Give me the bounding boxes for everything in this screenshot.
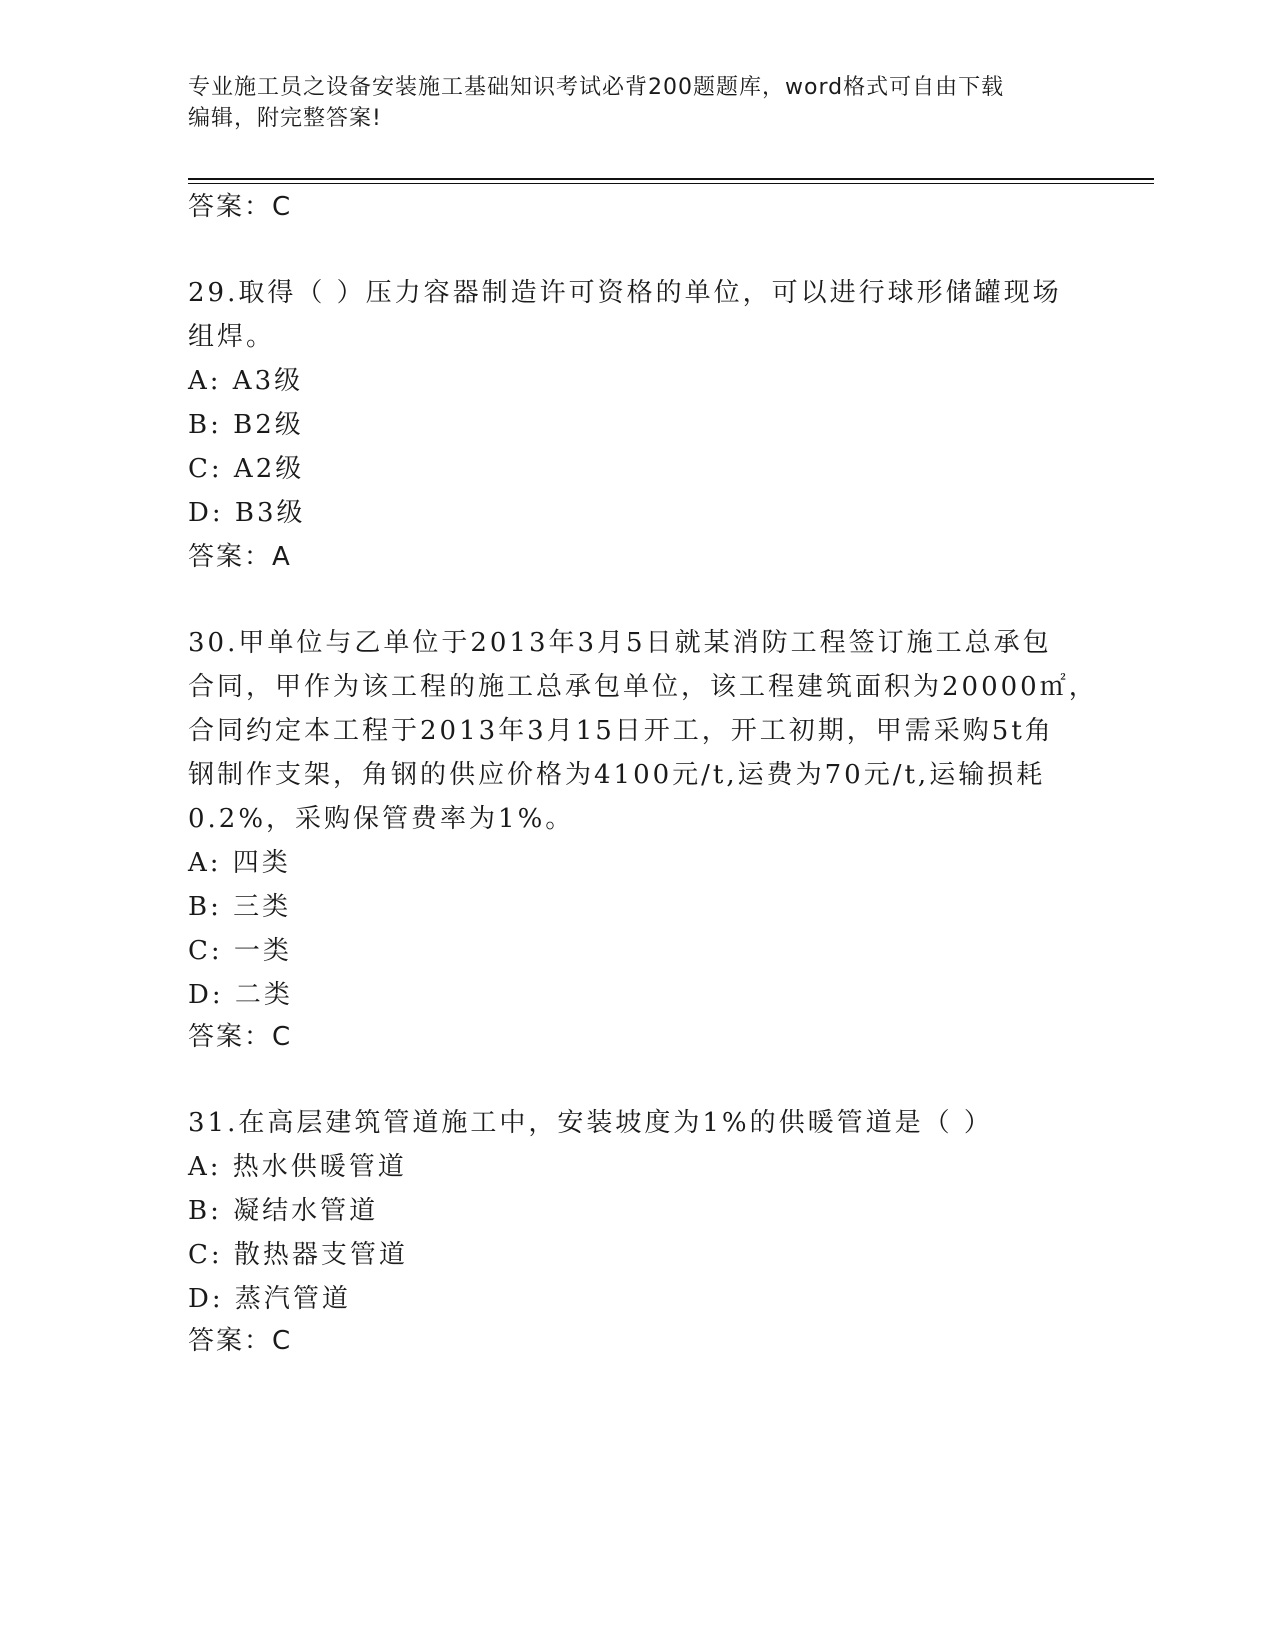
- option-d: D: 二类: [188, 980, 293, 1010]
- option-b: B: 凝结水管道: [188, 1196, 379, 1226]
- question-stem-line: 31.在高层建筑管道施工中，安装坡度为1%的供暖管道是（ ）: [188, 1108, 993, 1138]
- question-stem-line: 29.取得（ ）压力容器制造许可资格的单位，可以进行球形储罐现场: [188, 278, 1062, 308]
- option-b: B: B2级: [188, 410, 304, 440]
- question-stem-line: 钢制作支架，角钢的供应价格为4100元/t,运费为70元/t,运输损耗: [188, 760, 1046, 790]
- option-a: A: 热水供暖管道: [188, 1152, 407, 1182]
- question-stem-line: 0.2%，采购保管费率为1%。: [188, 804, 575, 834]
- answer: 答案：C: [188, 1326, 293, 1356]
- prev-answer: 答案：C: [188, 192, 293, 222]
- option-c: C: 一类: [188, 936, 292, 966]
- option-c: C: 散热器支管道: [188, 1240, 408, 1270]
- header-divider-thin: [188, 183, 1154, 184]
- document-header: [188, 72, 1088, 134]
- question-stem-line: 合同约定本工程于2013年3月15日开工，开工初期，甲需采购5t角: [188, 716, 1054, 746]
- option-b: B: 三类: [188, 892, 292, 922]
- answer: 答案：C: [188, 1022, 293, 1052]
- option-a: A: A3级: [188, 366, 304, 396]
- option-a: A: 四类: [188, 848, 291, 878]
- option-d: D: 蒸汽管道: [188, 1284, 351, 1314]
- header-divider-thick: [188, 178, 1154, 180]
- question-stem-line: 30.甲单位与乙单位于2013年3月5日就某消防工程签订施工总承包: [188, 628, 1052, 658]
- option-c: C: A2级: [188, 454, 305, 484]
- header-line-2: 编辑，附完整答案!: [188, 106, 382, 131]
- answer: 答案：A: [188, 542, 292, 572]
- question-stem-line: 合同，甲作为该工程的施工总承包单位，该工程建筑面积为20000㎡，: [188, 672, 1098, 702]
- option-d: D: B3级: [188, 498, 306, 528]
- question-stem-line: 组焊。: [188, 322, 276, 352]
- header-line-1: 专业施工员之设备安装施工基础知识考试必背200题题库，word格式可自由下载: [188, 75, 1005, 100]
